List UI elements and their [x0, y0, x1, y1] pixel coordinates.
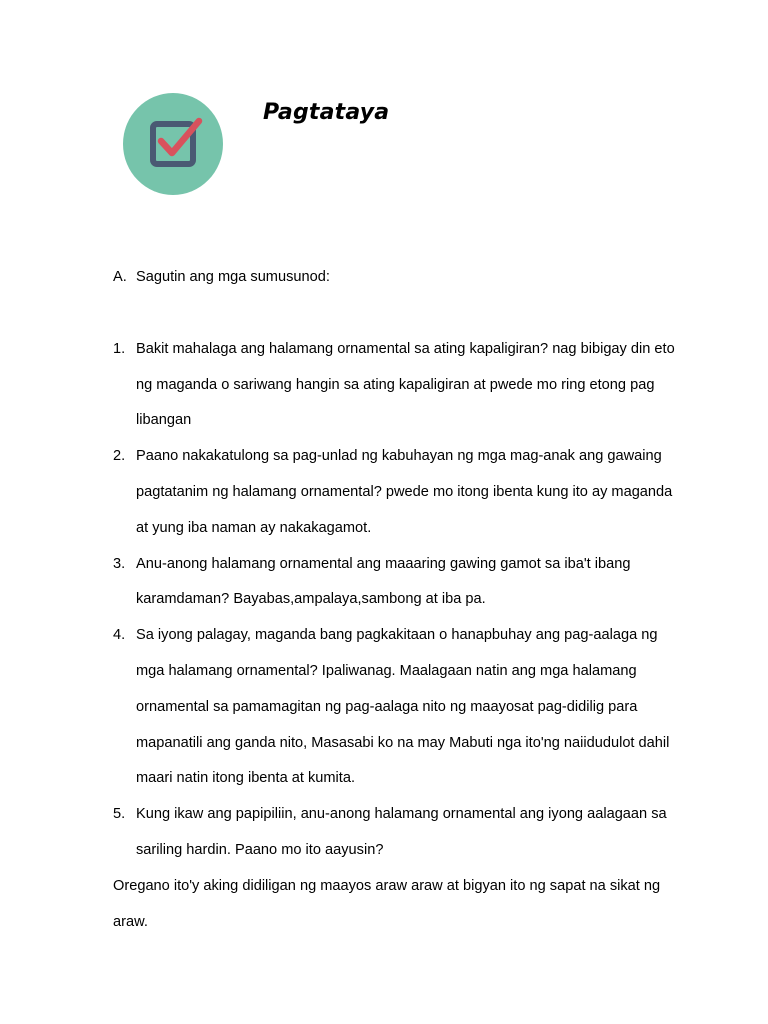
section-marker: A. [113, 269, 127, 285]
item-number: 4. [113, 627, 126, 644]
list-item [113, 618, 683, 797]
item-text: Anu-anong halamang ornamental ang maaaring gawing gamot sa iba't ibang karamdaman? Bayabas,ampalaya,sambong at iba pa. [136, 555, 631, 608]
checkbox-check-icon [123, 93, 223, 195]
item-text: Sa iyong palagay, maganda bang pagkakitaan o hanapbuhay ang pag-aalaga ng mga halamang ornamental? Ipaliwanag. Maalagaan natin ang mga halamang ornamental sa pamamagitan ng pag-aalaga nito ng maayosat pag-didilig para mapanatili ang ganda nito, Masasabi ko na may Mabuti nga ito'ng naiidudulot dahil maari natin itong ibenta at kumita. [136, 627, 670, 787]
closing-answer: Oregano ito'y aking didiligan ng maayos araw araw at bigyan ito ng sapat na sikat ng araw. [113, 877, 661, 930]
item-number: 5. [113, 806, 126, 823]
document-body [113, 260, 683, 940]
item-text: Kung ikaw ang papipiliin, anu-anong halamang ornamental ang iyong aalagaan sa sariling hardin. Paano mo ito aayusin? [136, 806, 667, 858]
list-item [113, 797, 683, 869]
item-text: Bakit mahalaga ang halamang ornamental sa ating kapaligiran? nag bibigay din eto ng maganda o sariwang hangin sa ating kapaligiran at pwede mo ring etong pag libangan [136, 340, 675, 429]
item-number: 3. [113, 555, 126, 572]
list-item [113, 332, 683, 439]
item-number: 2. [113, 448, 126, 465]
item-text: Paano nakakatulong sa pag-unlad ng kabuhayan ng mga mag-anak ang gawaing pagtatanim ng halamang ornamental? pwede mo itong ibenta kung ito ay maganda at yung iba naman ay nakakagamot. [136, 448, 673, 536]
list-item [113, 547, 683, 619]
list-item [113, 439, 683, 546]
item-number: 1. [113, 340, 126, 357]
logo-circle [123, 93, 223, 195]
section-heading-text: Sagutin ang mga sumusunod: [136, 269, 330, 285]
section-heading [113, 260, 683, 296]
question-list [113, 332, 683, 869]
page-title: Pagtataya [263, 100, 390, 125]
